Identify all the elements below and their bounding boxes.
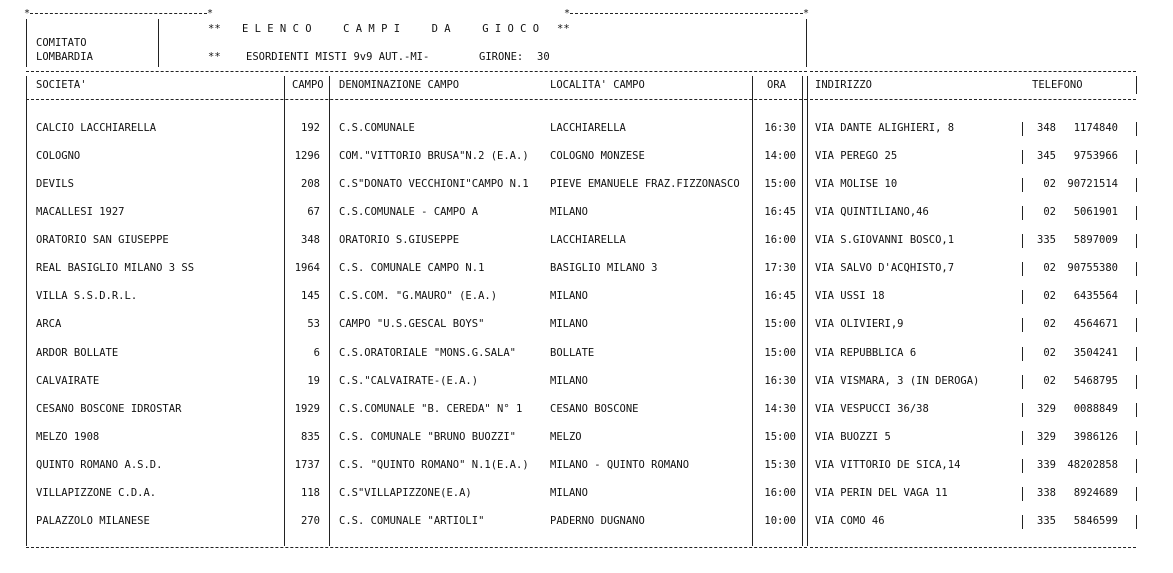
cell-localita: MILANO	[550, 290, 588, 302]
cell-denominazione: C.S.COMUNALE	[339, 122, 415, 134]
cell-prefisso: 329	[1037, 431, 1056, 443]
phone-cell-border	[1022, 122, 1023, 136]
cell-campo: 19	[307, 375, 320, 387]
phone-cell-border	[1022, 150, 1023, 164]
corner-star: *	[24, 8, 31, 19]
cell-campo: 348	[301, 234, 320, 246]
cell-societa: MELZO 1908	[36, 431, 100, 443]
phone-cell-border	[1136, 375, 1137, 389]
cell-campo: 192	[301, 122, 320, 134]
cell-ora: 17:30	[764, 262, 796, 274]
cell-localita: PADERNO DUGNANO	[550, 515, 645, 527]
cell-localita: MILANO	[550, 206, 588, 218]
table-row	[0, 431, 1173, 445]
cell-numero: 5468795	[1073, 375, 1118, 387]
phone-cell-border	[1136, 347, 1137, 361]
column-header-rule	[26, 99, 807, 100]
header-left-border	[26, 19, 27, 67]
cell-numero: 5846599	[1073, 515, 1118, 527]
col-line	[1136, 76, 1137, 94]
phone-cell-border	[1022, 262, 1023, 276]
cell-indirizzo: VIA S.GIOVANNI BOSCO,1	[815, 234, 955, 246]
header-denominazione: DENOMINAZIONE CAMPO	[339, 79, 460, 91]
cell-campo: 67	[307, 206, 320, 218]
cell-ora: 16:45	[764, 290, 796, 302]
corner-star: *	[803, 8, 810, 19]
col-line	[26, 76, 27, 546]
table-row	[0, 150, 1173, 164]
table-row	[0, 122, 1173, 136]
cell-prefisso: 02	[1043, 347, 1056, 359]
cell-prefisso: 339	[1037, 459, 1056, 471]
cell-prefisso: 335	[1037, 515, 1056, 527]
column-header-rule-right	[810, 99, 1136, 100]
cell-campo: 53	[307, 318, 320, 330]
cell-indirizzo: VIA QUINTILIANO,46	[815, 206, 929, 218]
cell-indirizzo: VIA REPUBBLICA 6	[815, 347, 917, 359]
phone-cell-border	[1022, 318, 1023, 332]
table-row	[0, 487, 1173, 501]
cell-denominazione: C.S. "QUINTO ROMANO" N.1(E.A.)	[339, 459, 529, 471]
phone-cell-border	[1136, 318, 1137, 332]
cell-prefisso: 02	[1043, 262, 1056, 274]
cell-prefisso: 02	[1043, 318, 1056, 330]
cell-numero: 90755380	[1067, 262, 1118, 274]
group-label: GIRONE:	[479, 51, 524, 63]
table-row	[0, 375, 1173, 389]
cell-prefisso: 02	[1043, 178, 1056, 190]
cell-numero: 8924689	[1073, 487, 1118, 499]
phone-cell-border	[1022, 515, 1023, 529]
col-line	[807, 76, 808, 546]
col-line	[752, 76, 753, 546]
table-row	[0, 290, 1173, 304]
cell-campo: 6	[313, 347, 320, 359]
cell-denominazione: C.S. COMUNALE "BRUNO BUOZZI"	[339, 431, 517, 443]
cell-denominazione: C.S"VILLAPIZZONE(E.A)	[339, 487, 472, 499]
cell-campo: 1964	[294, 262, 320, 274]
phone-cell-border	[1136, 262, 1137, 276]
table-row	[0, 318, 1173, 332]
cell-denominazione: C.S.COM. "G.MAURO" (E.A.)	[339, 290, 498, 302]
header-right-border	[806, 19, 807, 67]
corner-star: *	[207, 8, 214, 19]
cell-societa: CESANO BOSCONE IDROSTAR	[36, 403, 182, 415]
cell-denominazione: C.S."CALVAIRATE-(E.A.)	[339, 375, 479, 387]
header-ora: ORA	[767, 79, 786, 91]
subtitle-stars: **	[208, 51, 221, 63]
cell-indirizzo: VIA PEREGO 25	[815, 150, 898, 162]
cell-numero: 9753966	[1073, 150, 1118, 162]
phone-cell-border	[1022, 206, 1023, 220]
cell-indirizzo: VIA COMO 46	[815, 515, 885, 527]
cell-prefisso: 345	[1037, 150, 1056, 162]
cell-localita: LACCHIARELLA	[550, 234, 626, 246]
header-campo: CAMPO	[292, 79, 324, 91]
group-number: 30	[537, 51, 550, 63]
cell-prefisso: 02	[1043, 206, 1056, 218]
cell-numero: 6435564	[1073, 290, 1118, 302]
cell-indirizzo: VIA VESPUCCI 36/38	[815, 403, 929, 415]
document-title: E L E N C O C A M P I D A G I O C O	[242, 23, 540, 35]
cell-prefisso: 335	[1037, 234, 1056, 246]
phone-cell-border	[1136, 290, 1137, 304]
cell-numero: 5897009	[1073, 234, 1118, 246]
cell-localita: PIEVE EMANUELE FRAZ.FIZZONASCO	[550, 178, 740, 190]
cell-ora: 16:30	[764, 375, 796, 387]
phone-cell-border	[1136, 178, 1137, 192]
cell-prefisso: 329	[1037, 403, 1056, 415]
cell-indirizzo: VIA OLIVIERI,9	[815, 318, 904, 330]
cell-localita: COLOGNO MONZESE	[550, 150, 645, 162]
phone-cell-border	[1136, 150, 1137, 164]
cell-numero: 90721514	[1067, 178, 1118, 190]
cell-numero: 1174840	[1073, 122, 1118, 134]
cell-localita: CESANO BOSCONE	[550, 403, 639, 415]
committee-line2: LOMBARDIA	[36, 51, 93, 63]
col-line	[802, 76, 803, 546]
header-top-rule-right	[570, 13, 803, 14]
header-localita: LOCALITA' CAMPO	[550, 79, 645, 91]
table-row	[0, 459, 1173, 473]
cell-ora: 15:00	[764, 431, 796, 443]
table-row	[0, 178, 1173, 192]
phone-cell-border	[1022, 290, 1023, 304]
cell-numero: 3986126	[1073, 431, 1118, 443]
cell-ora: 16:00	[764, 487, 796, 499]
cell-ora: 14:30	[764, 403, 796, 415]
phone-cell-border	[1136, 206, 1137, 220]
cell-numero: 48202858	[1067, 459, 1118, 471]
phone-cell-border	[1022, 178, 1023, 192]
table-row	[0, 403, 1173, 417]
corner-star: *	[564, 8, 571, 19]
cell-ora: 10:00	[764, 515, 796, 527]
cell-prefisso: 338	[1037, 487, 1056, 499]
cell-indirizzo: VIA USSI 18	[815, 290, 885, 302]
cell-campo: 145	[301, 290, 320, 302]
cell-ora: 16:30	[764, 122, 796, 134]
phone-cell-border	[1022, 431, 1023, 445]
cell-denominazione: C.S. COMUNALE CAMPO N.1	[339, 262, 485, 274]
phone-cell-border	[1022, 347, 1023, 361]
cell-denominazione: C.S"DONATO VECCHIONI"CAMPO N.1	[339, 178, 529, 190]
category-label: ESORDIENTI MISTI 9v9 AUT.-MI-	[246, 51, 430, 63]
phone-cell-border	[1136, 515, 1137, 529]
cell-societa: MACALLESI 1927	[36, 206, 125, 218]
cell-indirizzo: VIA MOLISE 10	[815, 178, 898, 190]
header-divider	[158, 19, 159, 67]
cell-localita: MILANO	[550, 318, 588, 330]
cell-denominazione: COM."VITTORIO BRUSA"N.2 (E.A.)	[339, 150, 529, 162]
phone-cell-border	[1136, 459, 1137, 473]
cell-ora: 16:00	[764, 234, 796, 246]
cell-societa: ORATORIO SAN GIUSEPPE	[36, 234, 169, 246]
cell-ora: 16:45	[764, 206, 796, 218]
cell-societa: PALAZZOLO MILANESE	[36, 515, 150, 527]
cell-ora: 15:00	[764, 178, 796, 190]
title-end-stars: **	[557, 23, 570, 35]
cell-indirizzo: VIA SALVO D'ACQHISTO,7	[815, 262, 955, 274]
cell-societa: ARCA	[36, 318, 62, 330]
cell-localita: BOLLATE	[550, 347, 595, 359]
col-line	[284, 76, 285, 546]
cell-campo: 1737	[294, 459, 320, 471]
phone-cell-border	[1022, 403, 1023, 417]
cell-indirizzo: VIA PERIN DEL VAGA 11	[815, 487, 948, 499]
cell-prefisso: 02	[1043, 375, 1056, 387]
table-top-rule	[26, 71, 807, 72]
cell-indirizzo: VIA DANTE ALIGHIERI, 8	[815, 122, 955, 134]
cell-localita: MELZO	[550, 431, 582, 443]
cell-localita: BASIGLIO MILANO 3	[550, 262, 658, 274]
committee-line1: COMITATO	[36, 37, 87, 49]
header-societa: SOCIETA'	[36, 79, 87, 91]
cell-denominazione: CAMPO "U.S.GESCAL BOYS"	[339, 318, 485, 330]
cell-societa: COLOGNO	[36, 150, 81, 162]
header-top-rule-left	[30, 13, 207, 14]
cell-ora: 15:30	[764, 459, 796, 471]
phone-cell-border	[1136, 234, 1137, 248]
cell-numero: 5061901	[1073, 206, 1118, 218]
header-indirizzo: INDIRIZZO	[815, 79, 872, 91]
cell-denominazione: C.S. COMUNALE "ARTIOLI"	[339, 515, 485, 527]
cell-campo: 835	[301, 431, 320, 443]
cell-localita: MILANO	[550, 375, 588, 387]
cell-prefisso: 348	[1037, 122, 1056, 134]
cell-indirizzo: VIA BUOZZI 5	[815, 431, 891, 443]
cell-campo: 208	[301, 178, 320, 190]
cell-societa: VILLAPIZZONE C.D.A.	[36, 487, 157, 499]
phone-cell-border	[1022, 487, 1023, 501]
cell-campo: 270	[301, 515, 320, 527]
cell-indirizzo: VIA VISMARA, 3 (IN DEROGA)	[815, 375, 980, 387]
table-row	[0, 206, 1173, 220]
table-bottom-rule-right	[810, 547, 1136, 548]
cell-societa: REAL BASIGLIO MILANO 3 SS	[36, 262, 195, 274]
cell-localita: MILANO	[550, 487, 588, 499]
cell-numero: 3504241	[1073, 347, 1118, 359]
table-bottom-rule	[26, 547, 807, 548]
table-row	[0, 234, 1173, 248]
table-row	[0, 347, 1173, 361]
phone-cell-border	[1136, 122, 1137, 136]
phone-cell-border	[1136, 403, 1137, 417]
cell-indirizzo: VIA VITTORIO DE SICA,14	[815, 459, 961, 471]
cell-societa: CALCIO LACCHIARELLA	[36, 122, 157, 134]
cell-prefisso: 02	[1043, 290, 1056, 302]
phone-cell-border	[1022, 375, 1023, 389]
phone-cell-border	[1136, 487, 1137, 501]
cell-ora: 14:00	[764, 150, 796, 162]
cell-denominazione: C.S.COMUNALE "B. CEREDA" N° 1	[339, 403, 523, 415]
cell-ora: 15:00	[764, 318, 796, 330]
table-row	[0, 262, 1173, 276]
phone-cell-border	[1022, 459, 1023, 473]
cell-ora: 15:00	[764, 347, 796, 359]
cell-localita: LACCHIARELLA	[550, 122, 626, 134]
cell-numero: 4564671	[1073, 318, 1118, 330]
cell-campo: 1929	[294, 403, 320, 415]
cell-campo: 1296	[294, 150, 320, 162]
title-stars: **	[208, 23, 221, 35]
cell-societa: CALVAIRATE	[36, 375, 100, 387]
cell-localita: MILANO - QUINTO ROMANO	[550, 459, 690, 471]
cell-denominazione: C.S.COMUNALE - CAMPO A	[339, 206, 479, 218]
table-top-rule-right	[810, 71, 1136, 72]
cell-numero: 0088849	[1073, 403, 1118, 415]
table-row	[0, 515, 1173, 529]
header-telefono: TELEFONO	[1032, 79, 1083, 91]
cell-denominazione: C.S.ORATORIALE "MONS.G.SALA"	[339, 347, 517, 359]
col-line	[329, 76, 330, 546]
cell-campo: 118	[301, 487, 320, 499]
cell-societa: VILLA S.S.D.R.L.	[36, 290, 138, 302]
cell-denominazione: ORATORIO S.GIUSEPPE	[339, 234, 460, 246]
cell-societa: DEVILS	[36, 178, 74, 190]
phone-cell-border	[1022, 234, 1023, 248]
cell-societa: QUINTO ROMANO A.S.D.	[36, 459, 163, 471]
phone-cell-border	[1136, 431, 1137, 445]
cell-societa: ARDOR BOLLATE	[36, 347, 119, 359]
